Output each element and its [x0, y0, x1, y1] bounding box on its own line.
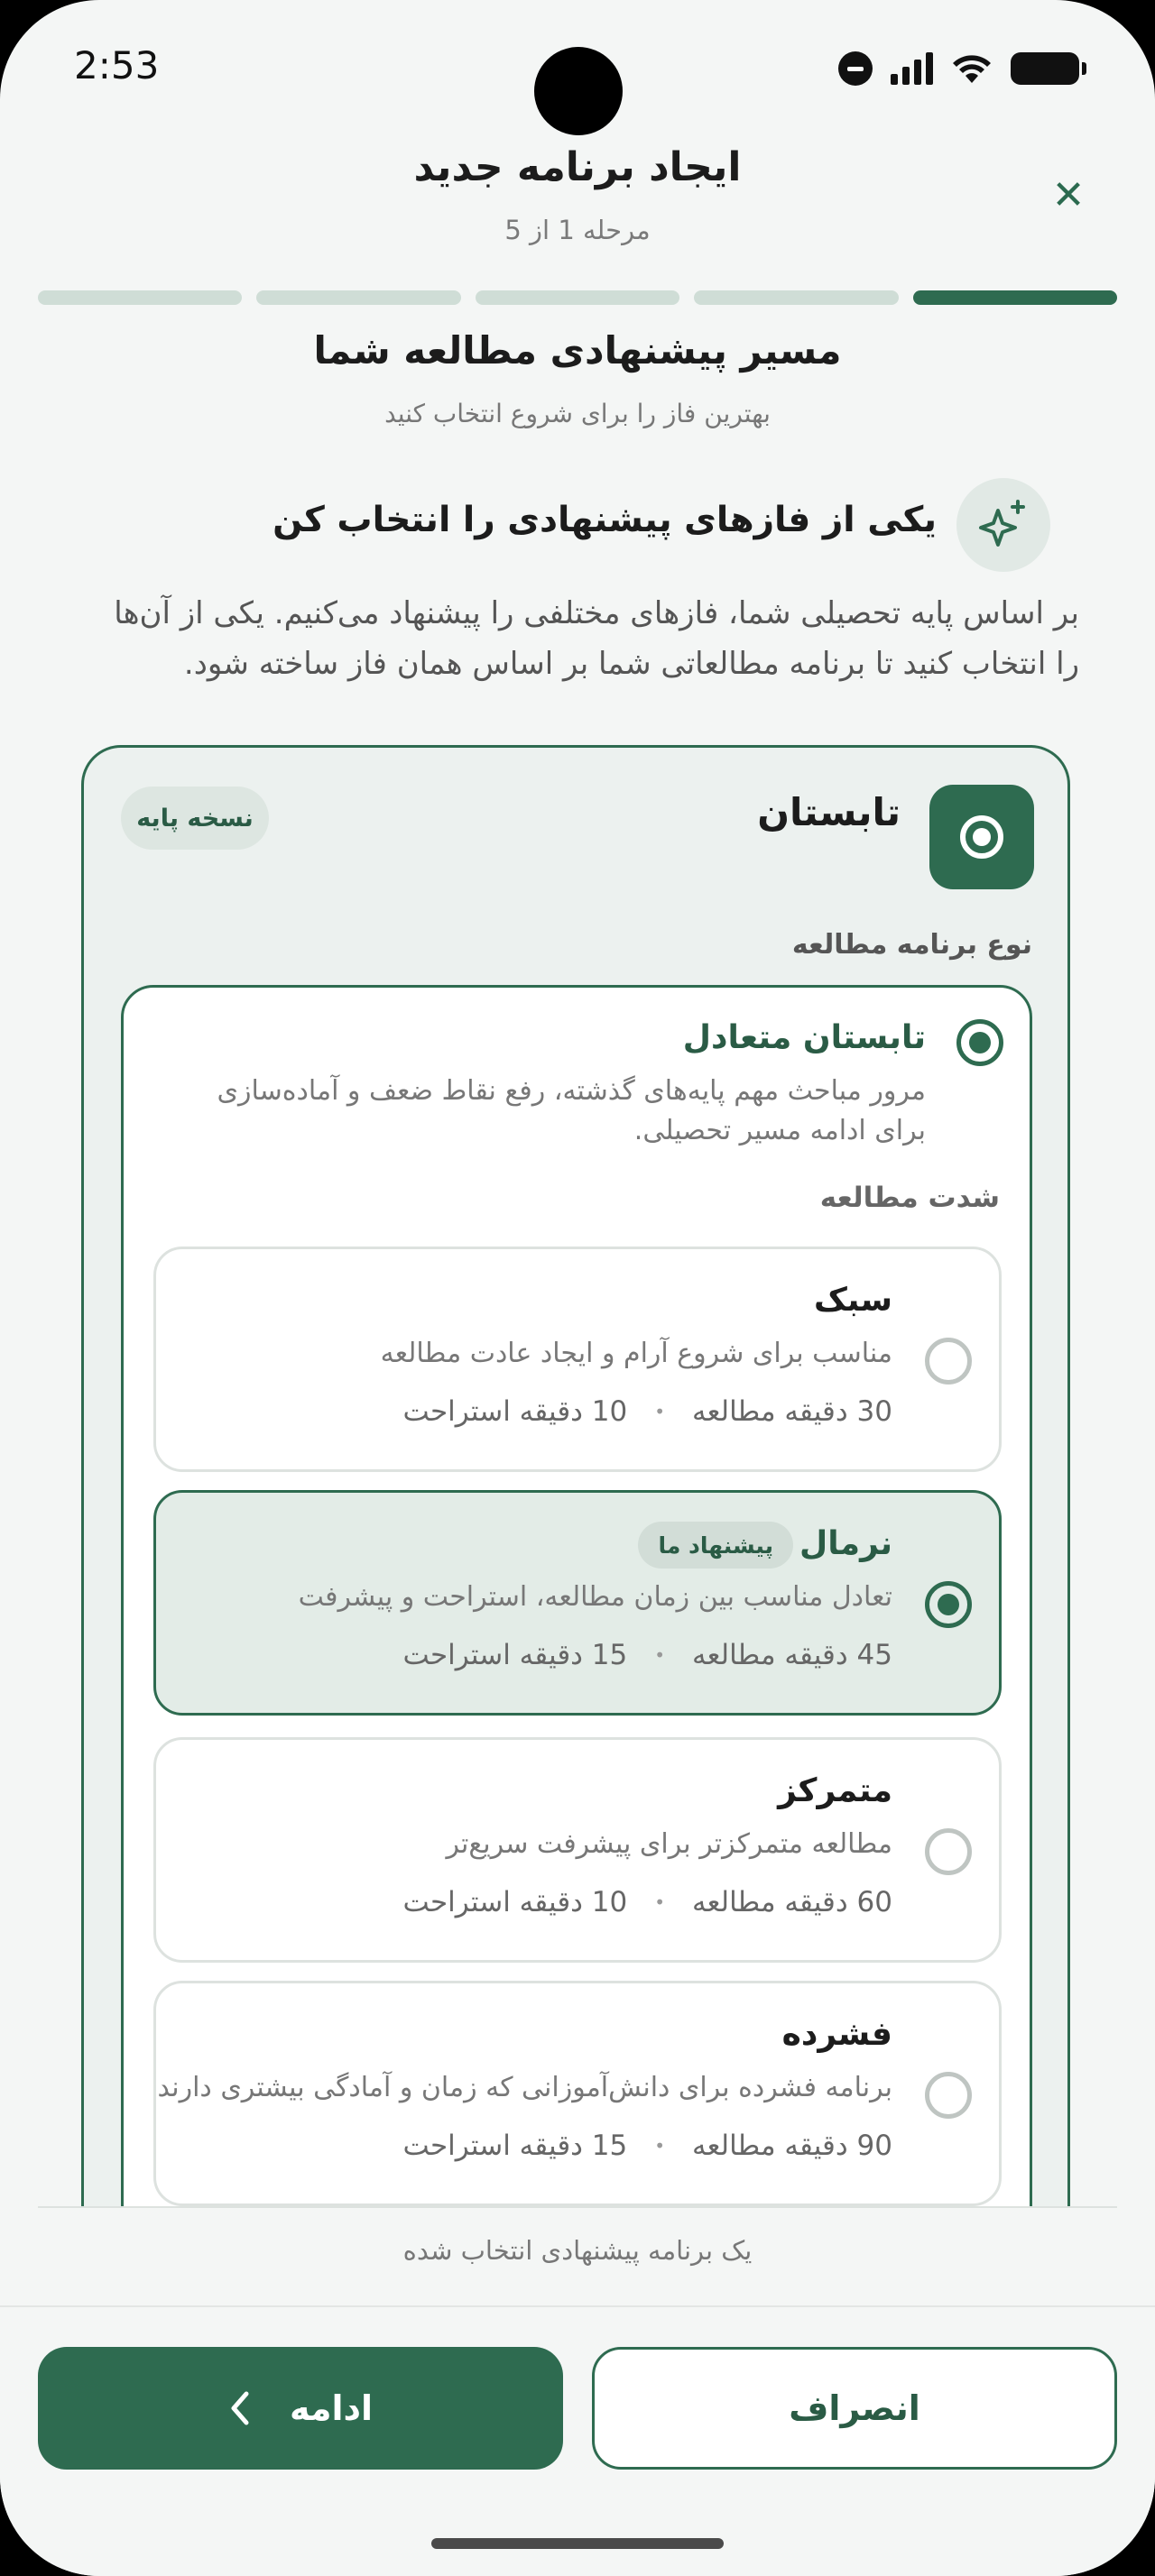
intensity-radio[interactable] — [925, 1581, 972, 1628]
intensity-label: شدت مطالعه — [819, 1182, 1000, 1214]
step-progress-bar — [38, 290, 1117, 305]
progress-segment-2 — [694, 290, 898, 305]
plan-type-label: نوع برنامه مطالعه — [791, 929, 1032, 961]
camera-cutout — [534, 47, 623, 135]
section-title: مسیر پیشنهادی مطالعه شما — [313, 328, 842, 373]
separator-dot: • — [654, 2135, 666, 2157]
wifi-icon — [951, 52, 993, 85]
continue-label: ادامه — [289, 2388, 374, 2428]
option-name: متمرکز — [778, 1772, 892, 1809]
progress-segment-3 — [476, 290, 679, 305]
option-meta — [403, 1395, 892, 1428]
divider — [0, 2305, 1155, 2307]
home-indicator[interactable] — [431, 2538, 724, 2549]
progress-segment-1 — [913, 290, 1117, 305]
close-icon[interactable]: ✕ — [1051, 171, 1086, 218]
intensity-option-light[interactable] — [153, 1247, 1002, 1472]
option-meta — [403, 2130, 892, 2162]
option-description: برنامه فشرده برای دانش‌آموزانی که زمان و آمادگی بیشتری دارند — [157, 2072, 892, 2103]
status-time: 2:53 — [74, 43, 160, 87]
continue-button[interactable] — [38, 2347, 563, 2470]
progress-segment-5 — [38, 290, 242, 305]
do-not-disturb-icon — [838, 51, 873, 86]
cancel-label: انصراف — [789, 2388, 920, 2428]
study-duration: 30 دقیقه مطالعه — [692, 1395, 892, 1428]
version-badge: نسخه پایه — [121, 787, 269, 850]
selection-status: یک برنامه پیشنهادی انتخاب شده — [402, 2235, 753, 2266]
option-description: تعادل مناسب بین زمان مطالعه، استراحت و پیشرفت — [298, 1581, 892, 1613]
option-name: سبک — [814, 1282, 892, 1319]
option-meta — [403, 1886, 892, 1918]
option-meta — [403, 1639, 892, 1671]
intensity-radio[interactable] — [925, 1828, 972, 1875]
progress-segment-4 — [256, 290, 460, 305]
intro-text: بر اساس پایه تحصیلی شما، فازهای مختلفی را پیشنهاد می‌کنیم. یکی از آن‌ها را انتخاب کنید تا برنامه مطالعاتی شما بر اساس همان فاز ساخته شود. — [114, 595, 1079, 682]
phase-name: تابستان — [757, 790, 901, 834]
rest-duration: 10 دقیقه استراحت — [402, 1395, 628, 1428]
option-description: مناسب برای شروع آرام و ایجاد عادت مطالعه — [380, 1338, 892, 1369]
step-indicator: مرحله 1 از 5 — [504, 215, 651, 245]
option-description: مطالعه متمرکزتر برای پیشرفت سریع‌تر — [446, 1828, 892, 1860]
page-title: ایجاد برنامه جدید — [413, 144, 742, 190]
intensity-radio[interactable] — [925, 2072, 972, 2119]
option-name: فشرده — [781, 2016, 892, 2053]
study-duration: 60 دقیقه مطالعه — [692, 1886, 892, 1918]
rest-duration: 15 دقیقه استراحت — [402, 2130, 628, 2162]
separator-dot: • — [654, 1891, 666, 1913]
separator-dot: • — [654, 1401, 666, 1422]
signal-icon — [891, 52, 933, 85]
plan-description: مرور مباحث مهم پایه‌های گذشته، رفع نقاط ضعف و آماده‌سازی برای ادامه مسیر تحصیلی. — [217, 1075, 926, 1146]
option-name: نرمال — [799, 1525, 892, 1562]
study-duration: 90 دقیقه مطالعه — [692, 2130, 892, 2162]
study-duration: 45 دقیقه مطالعه — [692, 1639, 892, 1671]
plan-name: تابستان متعادل — [682, 1019, 926, 1056]
plan-radio[interactable] — [956, 1019, 1003, 1066]
battery-icon — [1011, 52, 1079, 85]
chevron-left-icon — [228, 2390, 252, 2426]
intensity-option-intensive[interactable] — [153, 1981, 1002, 2206]
separator-dot: • — [654, 1644, 666, 1666]
intensity-option-normal[interactable] — [153, 1490, 1002, 1716]
divider — [38, 2206, 1117, 2208]
intensity-radio[interactable] — [925, 1338, 972, 1385]
cancel-button[interactable] — [592, 2347, 1117, 2470]
rest-duration: 10 دقیقه استراحت — [402, 1886, 628, 1918]
section-subtitle: بهترین فاز را برای شروع انتخاب کنید — [384, 399, 771, 428]
season-radio-icon[interactable] — [929, 785, 1034, 889]
status-icons — [838, 51, 1079, 87]
pick-phase-title: یکی از فازهای پیشنهادی را انتخاب کن — [273, 500, 937, 540]
intensity-option-focused[interactable] — [153, 1737, 1002, 1963]
recommended-badge: پیشنهاد ما — [638, 1522, 793, 1569]
rest-duration: 15 دقیقه استراحت — [402, 1639, 628, 1671]
sparkle-icon — [956, 478, 1050, 572]
